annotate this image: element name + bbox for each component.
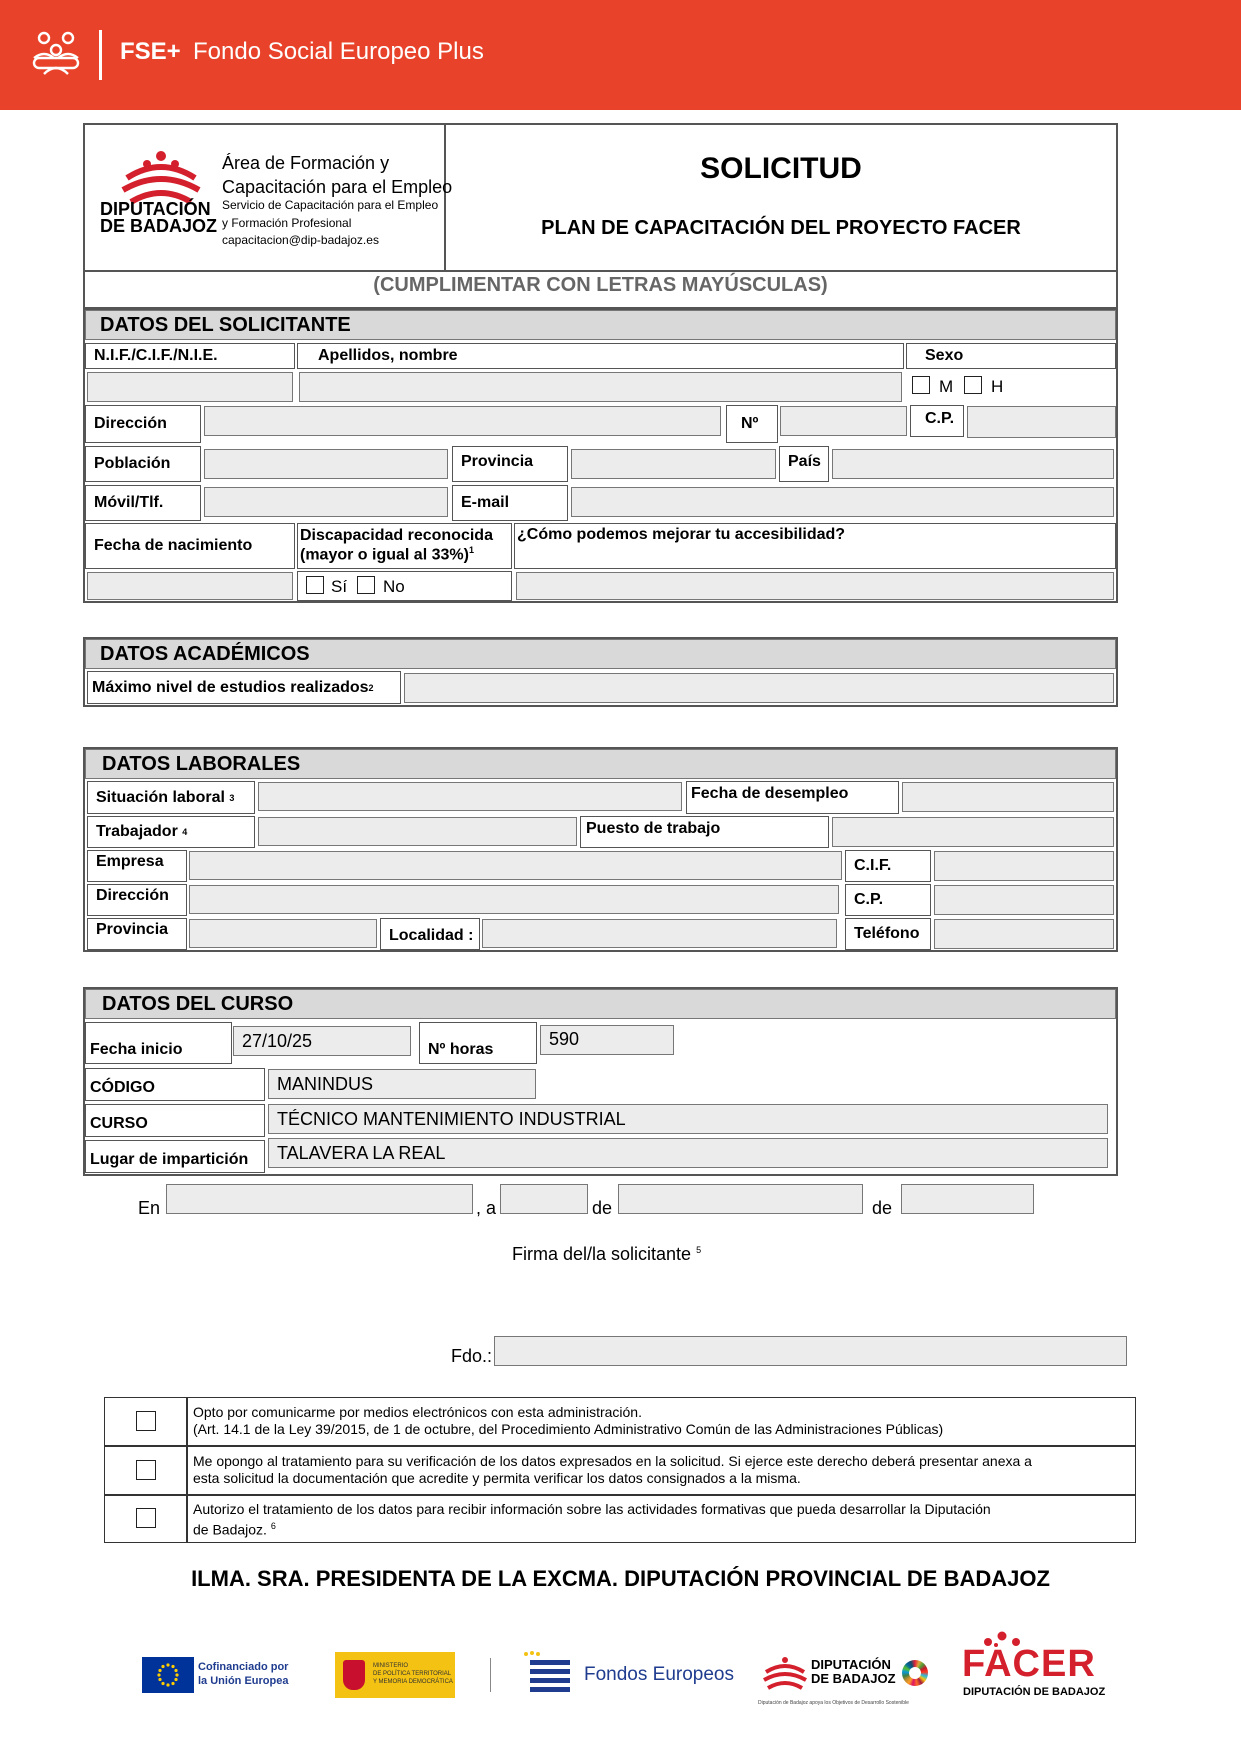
situacion-field[interactable] bbox=[258, 782, 682, 811]
discapacidad-si-checkbox[interactable] bbox=[306, 576, 324, 594]
ods-wheel-icon bbox=[902, 1660, 928, 1686]
puesto-field[interactable] bbox=[832, 817, 1114, 847]
a-label: , a bbox=[476, 1198, 497, 1218]
empresa-provincia-label: Provincia bbox=[87, 918, 187, 950]
service-line-1: Servicio de Capacitación para el Empleo bbox=[222, 198, 439, 212]
fdo-label: Fdo.: bbox=[451, 1346, 493, 1366]
discapacidad-text-2: (mayor o igual al 33%) bbox=[300, 546, 469, 564]
curso-heading: DATOS DEL CURSO bbox=[85, 989, 1116, 1019]
anio-field[interactable] bbox=[901, 1184, 1034, 1214]
discapacidad-label bbox=[297, 523, 512, 569]
localidad-label: Localidad : bbox=[380, 918, 480, 950]
consent-oppose-line-1: Me opongo al tratamiento para su verificación de los datos expresados en la solicitud. Si ejerce este derecho deberá presentar anexa a bbox=[193, 1453, 1032, 1469]
sexo-m-label: M bbox=[939, 377, 954, 396]
dia-field[interactable] bbox=[500, 1184, 588, 1214]
lugar-value[interactable]: TALAVERA LA REAL bbox=[268, 1138, 1108, 1168]
consent-electronic-line-1: Opto por comunicarme por medios electrónicos con esta administración. bbox=[193, 1404, 642, 1420]
fecha-inicio-value[interactable]: 27/10/25 bbox=[233, 1026, 411, 1056]
discapacidad-no-label: No bbox=[383, 577, 405, 596]
spain-shield-icon bbox=[343, 1660, 365, 1690]
max-nivel-label bbox=[87, 671, 401, 704]
consent-electronic-line-2: (Art. 14.1 de la Ley 39/2015, de 1 de octubre, del Procedimiento Administrativo Común de las Administraciones Públicas) bbox=[193, 1421, 944, 1437]
top-banner bbox=[0, 0, 1241, 110]
max-nivel-field[interactable] bbox=[404, 673, 1114, 703]
consent-info-checkbox[interactable] bbox=[136, 1508, 156, 1528]
footnote-1: 1 bbox=[468, 545, 474, 556]
consent-info-text bbox=[193, 1501, 1123, 1539]
sexo-m-checkbox[interactable] bbox=[912, 376, 930, 394]
fecha-nacimiento-field[interactable] bbox=[87, 572, 293, 600]
empresa-telefono-field[interactable] bbox=[934, 919, 1114, 949]
ods-wheel-center bbox=[909, 1667, 921, 1679]
org-name-1: DIPUTACIÓN bbox=[100, 199, 211, 219]
banner-title: Fondo Social Europeo Plus bbox=[193, 38, 484, 65]
ministerio-text bbox=[373, 1662, 453, 1686]
apellidos-label: Apellidos, nombre bbox=[297, 343, 904, 369]
fondos-europeos-text: Fondos Europeos bbox=[584, 1664, 734, 1685]
discapacidad-no-checkbox[interactable] bbox=[357, 576, 375, 594]
academicos-heading: DATOS ACADÉMICOS bbox=[85, 639, 1116, 669]
document-subtitle: PLAN DE CAPACITACIÓN DEL PROYECTO FACER bbox=[541, 217, 1021, 239]
cif-field[interactable] bbox=[934, 851, 1114, 881]
fecha-desempleo-field[interactable] bbox=[902, 782, 1114, 812]
empresa-label: Empresa bbox=[87, 850, 187, 882]
footnote-4: 4 bbox=[182, 827, 188, 837]
empresa-telefono-label: Teléfono bbox=[845, 918, 931, 950]
provincia-field[interactable] bbox=[571, 449, 776, 479]
diputacion-footer-text-1: DIPUTACIÓN bbox=[811, 1657, 891, 1672]
area-title-2: Capacitación para el Empleo bbox=[222, 177, 453, 197]
instruction-text: (CUMPLIMENTAR CON LETRAS MAYÚSCULAS) bbox=[373, 274, 828, 296]
facer-sub-text: DIPUTACIÓN DE BADAJOZ bbox=[963, 1686, 1106, 1698]
pais-field[interactable] bbox=[832, 449, 1114, 479]
empresa-direccion-field[interactable] bbox=[189, 885, 839, 914]
numero-field[interactable] bbox=[780, 406, 907, 436]
en-label: En bbox=[138, 1198, 161, 1218]
document-title: SOLICITUD bbox=[700, 152, 862, 185]
firma-text: Firma del/la solicitante bbox=[512, 1244, 692, 1264]
area-title-1: Área de Formación y bbox=[222, 153, 390, 173]
diputacion-footer-logo bbox=[760, 1656, 810, 1692]
consent-oppose-checkbox[interactable] bbox=[136, 1460, 156, 1480]
movil-label: Móvil/Tlf. bbox=[85, 485, 201, 521]
footer-divider bbox=[490, 1658, 491, 1692]
people-icon bbox=[30, 28, 82, 80]
diputacion-footer-text bbox=[811, 1658, 896, 1686]
fdo-field[interactable] bbox=[494, 1336, 1127, 1366]
email-label: E-mail bbox=[452, 485, 568, 521]
sexo-h-checkbox[interactable] bbox=[964, 376, 982, 394]
consent-electronic-checkbox[interactable] bbox=[136, 1411, 156, 1431]
empresa-provincia-field[interactable] bbox=[189, 919, 377, 948]
direccion-label: Dirección bbox=[85, 405, 201, 443]
codigo-label: CÓDIGO bbox=[85, 1068, 265, 1101]
consent-oppose-line-2: esta solicitud la documentación que acredite y permita verificar los datos consignados a la misma. bbox=[193, 1470, 801, 1486]
empresa-field[interactable] bbox=[189, 851, 842, 880]
solicitante-heading: DATOS DEL SOLICITANTE bbox=[85, 310, 1116, 340]
curso-label: CURSO bbox=[85, 1104, 265, 1137]
cp-field[interactable] bbox=[967, 406, 1116, 438]
consent-info-line-2 bbox=[193, 1518, 1123, 1539]
localidad-field[interactable] bbox=[482, 919, 837, 948]
consents-divider-h2 bbox=[104, 1494, 1136, 1496]
situacion-label bbox=[87, 781, 255, 814]
header-divider-h bbox=[85, 270, 1116, 272]
poblacion-label: Población bbox=[85, 446, 201, 482]
header-email: capacitacion@dip-badajoz.es bbox=[222, 233, 379, 247]
movil-field[interactable] bbox=[204, 487, 448, 517]
de-label-1: de bbox=[592, 1198, 613, 1218]
discapacidad-line-1: Discapacidad reconocida bbox=[300, 527, 493, 545]
email-field[interactable] bbox=[571, 487, 1114, 517]
horas-label: Nº horas bbox=[419, 1022, 537, 1064]
eu-flag-icon bbox=[142, 1657, 194, 1693]
pais-label: País bbox=[779, 446, 829, 482]
mes-field[interactable] bbox=[618, 1184, 863, 1214]
ministerio-text-2: DE POLÍTICA TERRITORIAL bbox=[373, 1671, 452, 1677]
accesibilidad-field[interactable] bbox=[516, 572, 1114, 600]
fecha-inicio-label: Fecha inicio bbox=[85, 1022, 232, 1064]
empresa-cp-label: C.P. bbox=[845, 884, 931, 916]
fecha-desempleo-label: Fecha de desempleo bbox=[686, 781, 899, 814]
trabajador-label bbox=[87, 816, 255, 848]
eu-cofinanciado bbox=[198, 1660, 288, 1688]
nif-field[interactable] bbox=[87, 372, 293, 402]
diputacion-footer-caption: Diputación de Badajoz apoya los Objetivos de Desarrollo Sostenible bbox=[758, 1700, 909, 1706]
addressee: ILMA. SRA. PRESIDENTA DE LA EXCMA. DIPUTACIÓN PROVINCIAL DE BADAJOZ bbox=[191, 1566, 1050, 1591]
nif-label: N.I.F./C.I.F./N.I.E. bbox=[85, 343, 295, 369]
horas-value[interactable]: 590 bbox=[540, 1025, 674, 1055]
ministerio-logo bbox=[335, 1652, 455, 1698]
lugar-label: Lugar de impartición bbox=[85, 1140, 265, 1173]
discapacidad-line-2 bbox=[300, 545, 474, 564]
footnote-6: 6 bbox=[270, 1521, 276, 1531]
empresa-cp-field[interactable] bbox=[934, 885, 1114, 915]
org-name-2: DE BADAJOZ bbox=[100, 216, 218, 236]
consents-divider-v bbox=[186, 1397, 188, 1543]
eu-text-2: la Unión Europea bbox=[198, 1675, 289, 1687]
max-nivel-text: Máximo nivel de estudios realizados bbox=[92, 678, 369, 696]
accesibilidad-label: ¿Cómo podemos mejorar tu accesibilidad? bbox=[514, 523, 1116, 569]
cp-label: C.P. bbox=[910, 405, 964, 437]
ministerio-text-3: Y MEMORIA DEMOCRÁTICA bbox=[373, 1679, 453, 1685]
consents-divider-h1 bbox=[104, 1445, 1136, 1447]
firma-label bbox=[512, 1244, 701, 1265]
numero-label: Nº bbox=[726, 405, 778, 443]
fecha-nacimiento-label: Fecha de nacimiento bbox=[85, 523, 295, 569]
codigo-value[interactable]: MANINDUS bbox=[268, 1069, 536, 1099]
consent-electronic-text bbox=[193, 1404, 1123, 1438]
diputacion-footer-text-2: DE BADAJOZ bbox=[811, 1671, 896, 1686]
service-line-2: y Formación Profesional bbox=[222, 216, 352, 230]
trabajador-field[interactable] bbox=[258, 817, 577, 846]
empresa-direccion-label: Dirección bbox=[87, 884, 187, 916]
footnote-2: 2 bbox=[368, 682, 374, 693]
direccion-field[interactable] bbox=[204, 406, 721, 436]
sexo-h-label: H bbox=[991, 377, 1004, 396]
ministerio-text-1: MINISTERIO bbox=[373, 1663, 409, 1669]
lugar-firma-field[interactable] bbox=[166, 1184, 473, 1214]
curso-value[interactable]: TÉCNICO MANTENIMIENTO INDUSTRIAL bbox=[268, 1104, 1108, 1134]
banner-brand: FSE+ bbox=[120, 38, 181, 65]
puesto-label: Puesto de trabajo bbox=[580, 816, 829, 848]
footnote-5: 5 bbox=[696, 1245, 702, 1255]
apellidos-field[interactable] bbox=[299, 372, 902, 402]
banner-divider bbox=[99, 30, 102, 80]
poblacion-field[interactable] bbox=[204, 449, 448, 479]
laborales-heading: DATOS LABORALES bbox=[85, 749, 1116, 779]
de-label-2: de bbox=[872, 1198, 893, 1218]
footnote-3: 3 bbox=[229, 792, 235, 803]
situacion-text: Situación laboral bbox=[96, 788, 225, 806]
sexo-label: Sexo bbox=[906, 343, 1116, 369]
consent-info-line-2-text: de Badajoz. bbox=[193, 1521, 267, 1538]
fondos-europeos-icon bbox=[518, 1650, 578, 1694]
trabajador-text: Trabajador bbox=[96, 823, 178, 840]
eu-text-1: Cofinanciado por bbox=[198, 1661, 289, 1673]
discapacidad-si-label: Sí bbox=[331, 577, 348, 596]
provincia-label: Provincia bbox=[452, 446, 568, 482]
cif-label: C.I.F. bbox=[845, 850, 931, 882]
consent-oppose-text bbox=[193, 1453, 1123, 1487]
consent-info-line-1: Autorizo el tratamiento de los datos para recibir información sobre las actividades formativas que pueda desarrollar la Diputación bbox=[193, 1501, 991, 1517]
facer-logo-text: FACER bbox=[962, 1643, 1096, 1685]
